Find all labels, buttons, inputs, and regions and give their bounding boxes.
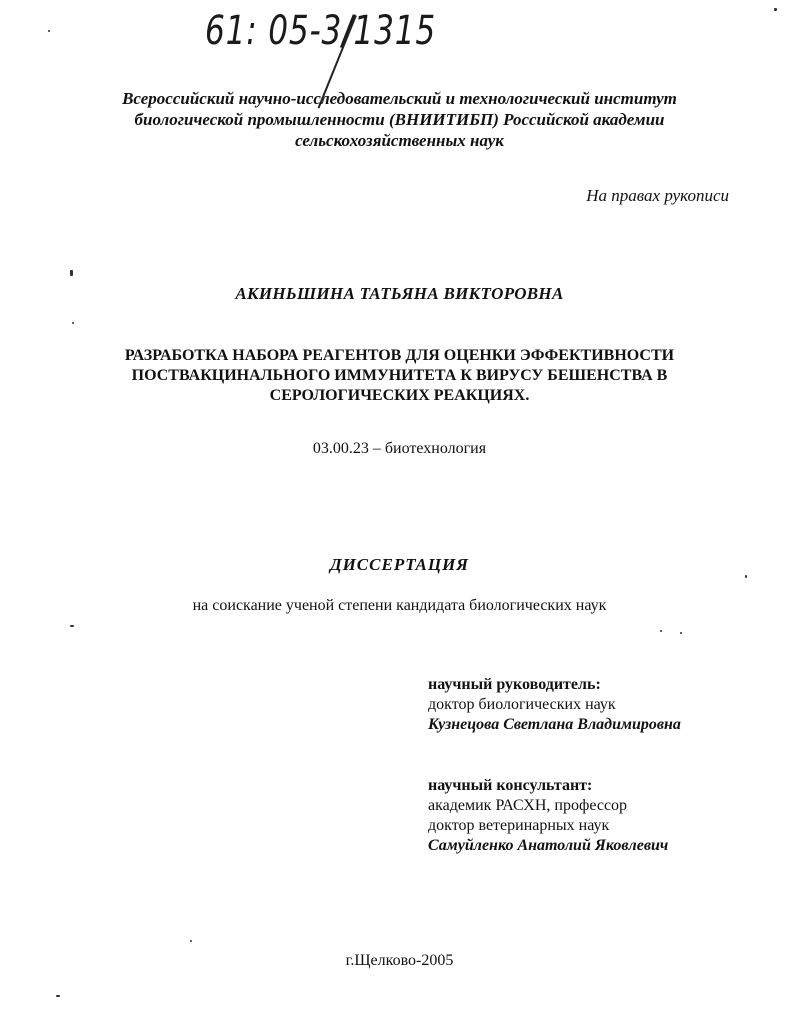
degree-sought: на соискание ученой степени кандидата биологических наук	[192, 597, 607, 614]
scan-speck	[190, 940, 192, 942]
scan-speck	[72, 322, 74, 324]
title-line-2: ПОСТВАКЦИНАЛЬНОГО ИММУНИТЕТА К ВИРУСУ БЕШЕНСТВА В	[131, 367, 668, 384]
supervisor-name: Кузнецова Светлана Владимировна	[428, 716, 681, 733]
supervisor-title: доктор биологических наук	[428, 696, 616, 713]
archive-stamp: 61: 05-3/1315	[205, 8, 437, 54]
supervisor-heading: научный руководитель:	[428, 676, 601, 693]
institution-name	[0, 88, 799, 151]
scan-speck	[70, 270, 73, 276]
supervisor-block	[428, 675, 681, 735]
institution-line-3: сельскохозяйственных наук	[295, 131, 504, 150]
institution-line-2: биологической промышленности (ВНИИТИБП) Российской академии	[134, 110, 665, 129]
manuscript-rights-note: На правах рукописи	[586, 186, 729, 205]
scan-speck	[56, 995, 60, 997]
title-line-1: РАЗРАБОТКА НАБОРА РЕАГЕНТОВ ДЛЯ ОЦЕНКИ ЭФФЕКТИВНОСТИ	[124, 347, 675, 364]
city-year: г.Щелково-2005	[345, 952, 454, 969]
scan-speck	[48, 30, 50, 32]
consultant-name: Самуйленко Анатолий Яковлевич	[428, 837, 669, 854]
consultant-title-2: доктор ветеринарных наук	[428, 817, 610, 834]
scan-speck	[774, 8, 777, 11]
scan-speck	[680, 632, 682, 634]
consultant-block	[428, 776, 668, 856]
author-name: АКИНЬШИНА ТАТЬЯНА ВИКТОРОВНА	[235, 284, 564, 303]
document-type: ДИССЕРТАЦИЯ	[329, 555, 470, 574]
consultant-heading: научный консультант:	[428, 777, 593, 794]
specialty-code: 03.00.23 – биотехнология	[312, 440, 487, 457]
scan-speck	[70, 625, 74, 627]
consultant-title-1: академик РАСХН, профессор	[428, 797, 628, 814]
institution-line-1: Всероссийский научно-исследовательский и технологический институт	[122, 89, 677, 108]
dissertation-title	[0, 346, 799, 406]
scan-speck	[660, 630, 662, 632]
title-line-3: СЕРОЛОГИЧЕСКИХ РЕАКЦИЯХ.	[269, 387, 530, 404]
scan-speck	[745, 575, 747, 578]
